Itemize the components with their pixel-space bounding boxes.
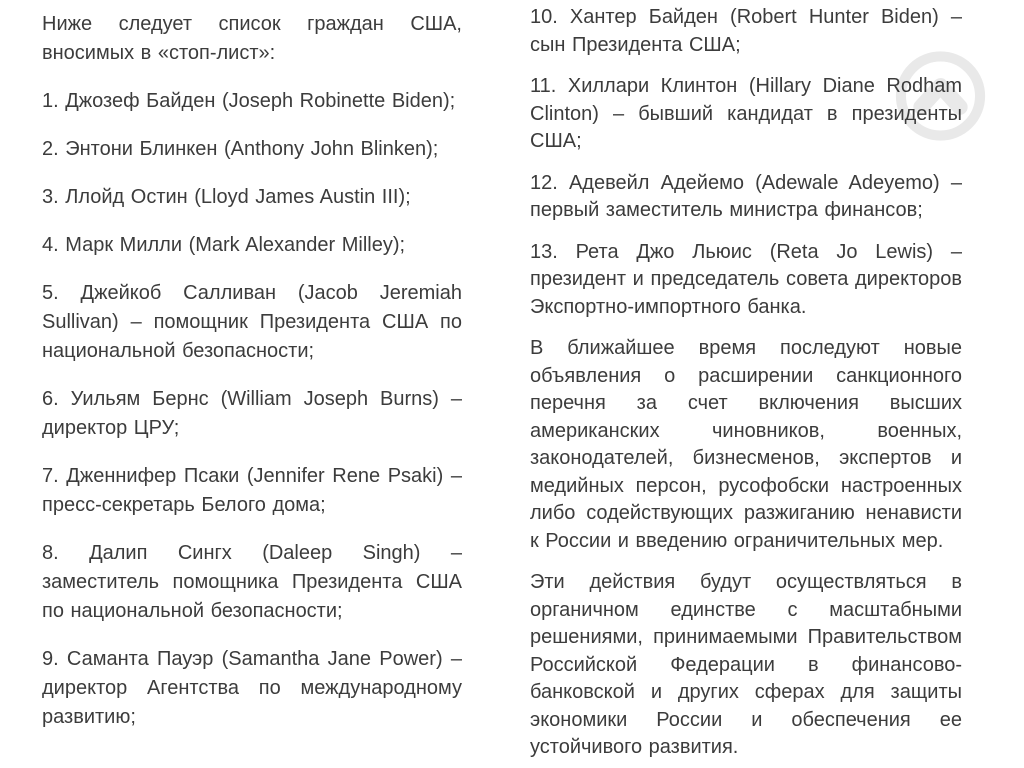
list-item-5: 5. Джейкоб Салливан (Jacob Jeremiah Sullivan) – помощник Президента США по национальной безопасности; [42, 282, 462, 362]
list-item-10: 10. Хантер Байден (Robert Hunter Biden) – сын Президента США; [530, 6, 962, 56]
list-item-6: 6. Уильям Бернс (William Joseph Burns) – директор ЦРУ; [42, 388, 462, 439]
list-item-13: 13. Рета Джо Льюис (Reta Jo Lewis) – президент и председатель совета директоров Экспортно-импортного банка. [530, 240, 962, 318]
list-item-9: 9. Саманта Пауэр (Samantha Jane Power) – директор Агентства по международному развитию; [42, 648, 462, 728]
list-item-8: 8. Далип Сингх (Daleep Singh) – заместитель помощника Президента США по национальной безопасности; [42, 542, 462, 622]
list-item-7: 7. Дженнифер Псаки (Jennifer Rene Psaki) – пресс-секретарь Белого дома; [42, 465, 462, 516]
list-item-11: 11. Хиллари Клинтон (Hillary Diane Rodham Clinton) – бывший кандидат в президенты США; [530, 75, 962, 152]
list-item-1: 1. Джозеф Байден (Joseph Robinette Biden); [42, 90, 456, 112]
closing-paragraph-2: Эти действия будут осуществляться в органичном единстве с масштабными решениями, принимаемыми Правительством Российской Федерации в финансово-банковской и других сферах для защиты экономики России и обеспечения ее устойчивого развития. [530, 571, 962, 758]
intro-paragraph: Ниже следует список граждан США, вносимых в «стоп-лист»: [42, 13, 462, 64]
list-item-12: 12. Адевейл Адейемо (Adewale Adeyemo) – первый заместитель министра финансов; [530, 171, 962, 221]
left-text-column [42, 10, 462, 751]
closing-paragraph-1: В ближайшее время последуют новые объявления о расширении санкционного перечня за счет включения высших американских чиновников, военных, законодателей, бизнесменов, экспертов и медийных персон, русофобски настроенных либо содействующих разжиганию ненависти к России и введению ограничительных мер. [530, 337, 962, 552]
list-item-4: 4. Марк Милли (Mark Alexander Milley); [42, 234, 406, 256]
list-item-2: 2. Энтони Блинкен (Anthony John Blinken); [42, 138, 439, 160]
list-item-3: 3. Ллойд Остин (Lloyd James Austin III); [42, 186, 411, 208]
right-text-column [530, 4, 962, 768]
